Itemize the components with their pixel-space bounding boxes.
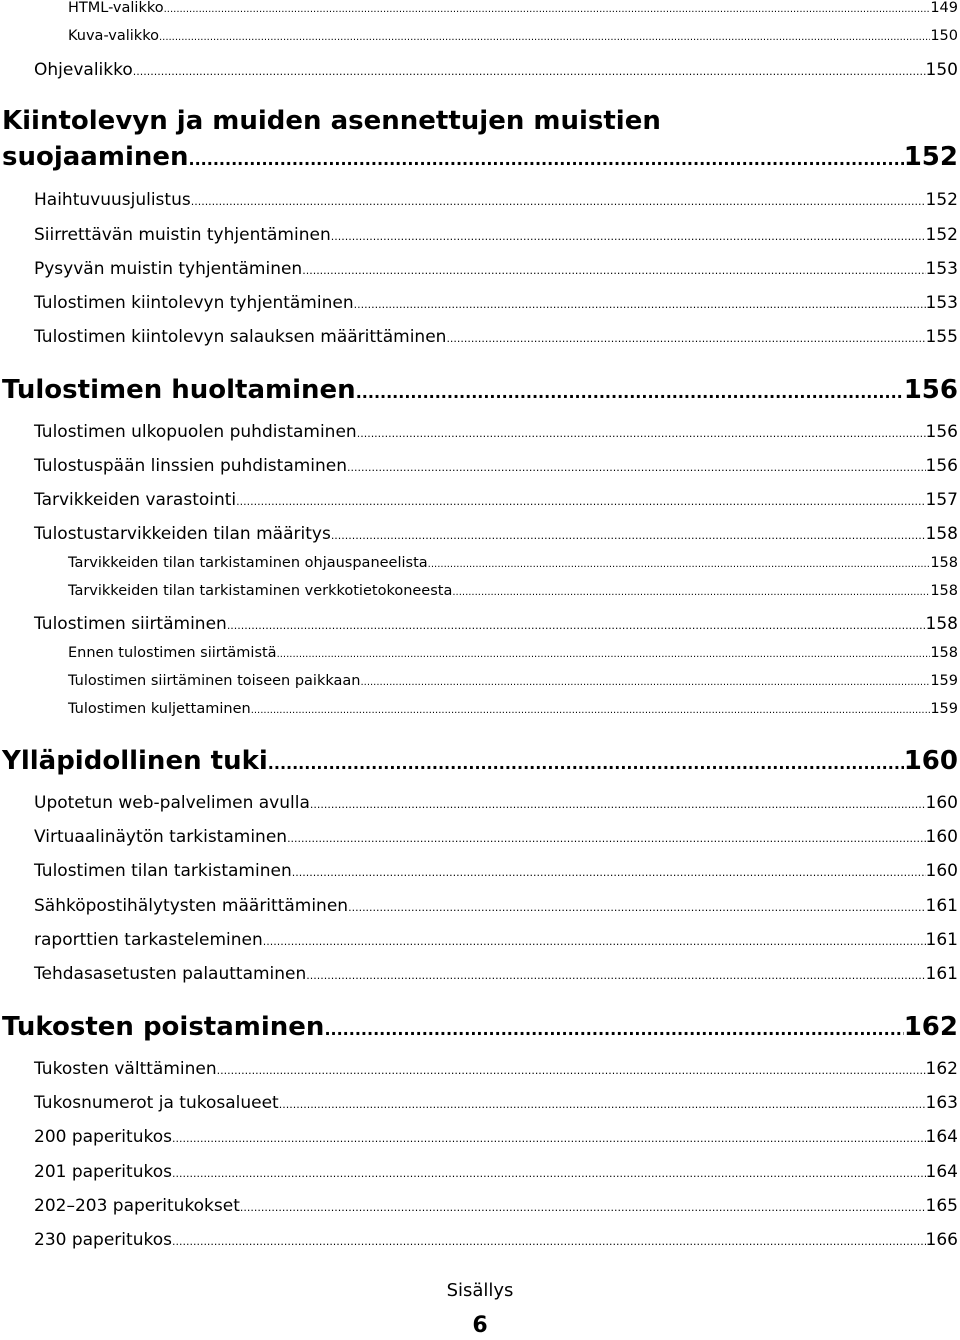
- toc-entry-page: 162: [903, 1012, 958, 1042]
- toc-entry-title: Tulostimen tilan tarkistaminen: [34, 861, 292, 881]
- toc-leader-dots: [279, 1098, 926, 1111]
- toc-leader-dots: [324, 1020, 903, 1039]
- toc-entry-title: Tukosnumerot ja tukosalueet: [34, 1093, 279, 1113]
- toc-entry-page: 156: [903, 375, 958, 405]
- toc-leader-dots: [292, 866, 926, 879]
- toc-entry[interactable]: [34, 896, 958, 916]
- toc-entry-title: Tarvikkeiden varastointi: [34, 490, 237, 510]
- toc-entry-page: 157: [925, 490, 958, 510]
- toc-leader-dots: [172, 1132, 926, 1145]
- toc-leader-dots: [268, 754, 904, 773]
- toc-entry[interactable]: [68, 0, 958, 16]
- toc-entry-title: Ennen tulostimen siirtämistä: [68, 645, 277, 661]
- toc-entry[interactable]: [68, 583, 958, 599]
- toc-leader-dots: [287, 832, 925, 845]
- toc-leader-dots: [251, 705, 931, 716]
- toc-entry-page: 152: [903, 142, 958, 172]
- toc-entry[interactable]: [68, 28, 958, 44]
- toc-leader-dots: [302, 264, 925, 277]
- toc-entry-page: 149: [930, 0, 958, 16]
- toc-entry-page: 166: [925, 1230, 958, 1250]
- toc-entry-title: Pysyvän muistin tyhjentäminen: [34, 259, 303, 279]
- toc-entry[interactable]: [34, 1196, 958, 1216]
- toc-entry[interactable]: [34, 293, 958, 313]
- toc-leader-dots: [348, 901, 925, 914]
- toc-entry[interactable]: [68, 555, 958, 571]
- toc-leader-dots: [360, 677, 930, 688]
- toc-entry[interactable]: [34, 60, 958, 80]
- toc-entry-title: Sähköpostihälytysten määrittäminen: [34, 896, 349, 916]
- toc-entry-page: 164: [925, 1162, 958, 1182]
- toc-leader-dots: [172, 1235, 926, 1248]
- toc-entry-title: Ylläpidollinen tuki: [2, 746, 268, 776]
- toc-entry-page: 150: [925, 60, 958, 80]
- toc-entry-title: Tulostuspään linssien puhdistaminen: [34, 456, 348, 476]
- toc-leader-dots: [236, 495, 925, 508]
- toc-entry-page: 159: [930, 701, 958, 717]
- toc-entry-page: 162: [925, 1059, 958, 1079]
- toc-entry-page: 156: [925, 422, 958, 442]
- toc-leader-dots: [227, 619, 926, 632]
- footer-page-number: 6: [472, 1313, 488, 1338]
- toc-leader-dots: [356, 383, 904, 402]
- toc-entry-title: 200 paperitukos: [34, 1127, 172, 1147]
- toc-entry[interactable]: [34, 422, 958, 442]
- toc-entry-title: 202–203 paperitukokset: [34, 1196, 240, 1216]
- toc-entry[interactable]: [34, 1162, 958, 1182]
- toc-entry-title: HTML-valikko: [68, 0, 164, 16]
- toc-entry-title: Tulostimen siirtäminen: [34, 614, 227, 634]
- toc-leader-dots: [164, 4, 931, 15]
- toc-entry-title: Tulostimen ulkopuolen puhdistaminen: [34, 422, 357, 442]
- toc-leader-dots: [189, 150, 904, 169]
- toc-entry[interactable]: [34, 225, 958, 245]
- toc-entry[interactable]: [34, 1230, 958, 1250]
- toc-entry-title: Tukosten poistaminen: [2, 1012, 325, 1042]
- toc-entry-title: Virtuaalinäytön tarkistaminen: [34, 827, 288, 847]
- toc-entry-title: Siirrettävän muistin tyhjentäminen: [34, 225, 331, 245]
- toc-chapter-entry[interactable]: [2, 1012, 958, 1042]
- toc-leader-dots: [277, 649, 931, 660]
- toc-entry-title: Tarvikkeiden tilan tarkistaminen verkkotietokoneesta: [68, 583, 453, 599]
- toc-entry[interactable]: [34, 614, 958, 634]
- toc-entry-title: suojaaminen: [2, 142, 189, 172]
- toc-entry-page: 165: [925, 1196, 958, 1216]
- toc-chapter-entry[interactable]: [2, 142, 958, 172]
- toc-entry-page: 156: [925, 456, 958, 476]
- toc-entry-title: Upotetun web-palvelimen avulla: [34, 793, 310, 813]
- toc-entry-title: Tulostimen siirtäminen toiseen paikkaan: [68, 673, 361, 689]
- toc-leader-dots: [357, 427, 926, 440]
- toc-entry-title: Haihtuvuusjulistus: [34, 190, 191, 210]
- toc-leader-dots: [446, 332, 925, 345]
- toc-entry-page: 163: [925, 1093, 958, 1113]
- toc-entry-page: 150: [930, 28, 958, 44]
- toc-entry[interactable]: [34, 456, 958, 476]
- toc-entry[interactable]: [34, 861, 958, 881]
- toc-chapter-entry[interactable]: [2, 375, 958, 405]
- toc-entry-page: 155: [925, 327, 958, 347]
- toc-entry[interactable]: [68, 645, 958, 661]
- toc-entry-page: 153: [925, 293, 958, 313]
- toc-entry-page: 161: [925, 930, 958, 950]
- toc-leader-dots: [191, 195, 926, 208]
- toc-entry-page: 160: [903, 746, 958, 776]
- toc-entry[interactable]: [34, 827, 958, 847]
- toc-entry-title: 201 paperitukos: [34, 1162, 172, 1182]
- toc-entry[interactable]: [34, 524, 958, 544]
- toc-leader-dots: [331, 529, 926, 542]
- toc-entry[interactable]: [34, 1059, 958, 1079]
- toc-leader-dots: [217, 1064, 926, 1077]
- toc-entry-title: Tulostustarvikkeiden tilan määritys: [34, 524, 331, 544]
- toc-entry-title: 230 paperitukos: [34, 1230, 172, 1250]
- toc-entry-page: 158: [925, 614, 958, 634]
- toc-leader-dots: [331, 230, 926, 243]
- toc-entry-title: Tulostimen huoltaminen: [2, 375, 356, 405]
- footer-section-label: Sisällys: [446, 1280, 514, 1301]
- toc-entry-title: Ohjevalikko: [34, 60, 133, 80]
- toc-entry[interactable]: [34, 1127, 958, 1147]
- toc-leader-dots: [354, 298, 926, 311]
- toc-entry-page: 158: [930, 583, 958, 599]
- toc-leader-dots: [428, 559, 931, 570]
- toc-entry-title: Kuva-valikko: [68, 28, 159, 44]
- toc-entry-title: raporttien tarkasteleminen: [34, 930, 263, 950]
- toc-entry[interactable]: [34, 793, 958, 813]
- toc-entry-page: 164: [925, 1127, 958, 1147]
- toc-leader-dots: [310, 798, 926, 811]
- toc-entry[interactable]: [34, 930, 958, 950]
- toc-entry-page: 152: [925, 225, 958, 245]
- toc-entry-title: Tehdasasetusten palauttaminen: [34, 964, 307, 984]
- toc-entry[interactable]: [34, 964, 958, 984]
- toc-entry-page: 160: [925, 861, 958, 881]
- toc-entry[interactable]: [34, 1093, 958, 1113]
- toc-entry-page: 160: [925, 793, 958, 813]
- toc-entry[interactable]: [34, 327, 958, 347]
- toc-leader-dots: [133, 65, 926, 78]
- toc-leader-dots: [306, 969, 925, 982]
- toc-entry-page: 158: [930, 555, 958, 571]
- toc-entry-title: Tulostimen kuljettaminen: [68, 701, 251, 717]
- toc-entry-page: 152: [925, 190, 958, 210]
- toc-leader-dots: [159, 32, 930, 43]
- toc-entry-page: 161: [925, 964, 958, 984]
- toc-entry-title: Tukosten välttäminen: [34, 1059, 217, 1079]
- toc-entry-title: Tarvikkeiden tilan tarkistaminen ohjauspaneelista: [68, 555, 428, 571]
- toc-leader-dots: [172, 1167, 926, 1180]
- toc-leader-dots: [240, 1201, 926, 1214]
- toc-entry-page: 153: [925, 259, 958, 279]
- toc-entry-title: Tulostimen kiintolevyn salauksen määrittäminen: [34, 327, 447, 347]
- toc-chapter-title-line: Kiintolevyn ja muiden asennettujen muistien: [2, 106, 661, 136]
- toc-entry-page: 160: [925, 827, 958, 847]
- toc-entry-page: 159: [930, 673, 958, 689]
- toc-entry[interactable]: [68, 673, 958, 689]
- toc-entry[interactable]: [34, 490, 958, 510]
- toc-entry-page: 158: [925, 524, 958, 544]
- toc-entry-page: 161: [925, 896, 958, 916]
- toc-leader-dots: [263, 935, 926, 948]
- toc-entry-page: 158: [930, 645, 958, 661]
- toc-entry[interactable]: [34, 190, 958, 210]
- toc-leader-dots: [452, 587, 930, 598]
- toc-entry[interactable]: [34, 259, 958, 279]
- toc-leader-dots: [347, 461, 926, 474]
- toc-entry-title: Tulostimen kiintolevyn tyhjentäminen: [34, 293, 354, 313]
- toc-entry[interactable]: [68, 701, 958, 717]
- toc-chapter-entry[interactable]: [2, 746, 958, 776]
